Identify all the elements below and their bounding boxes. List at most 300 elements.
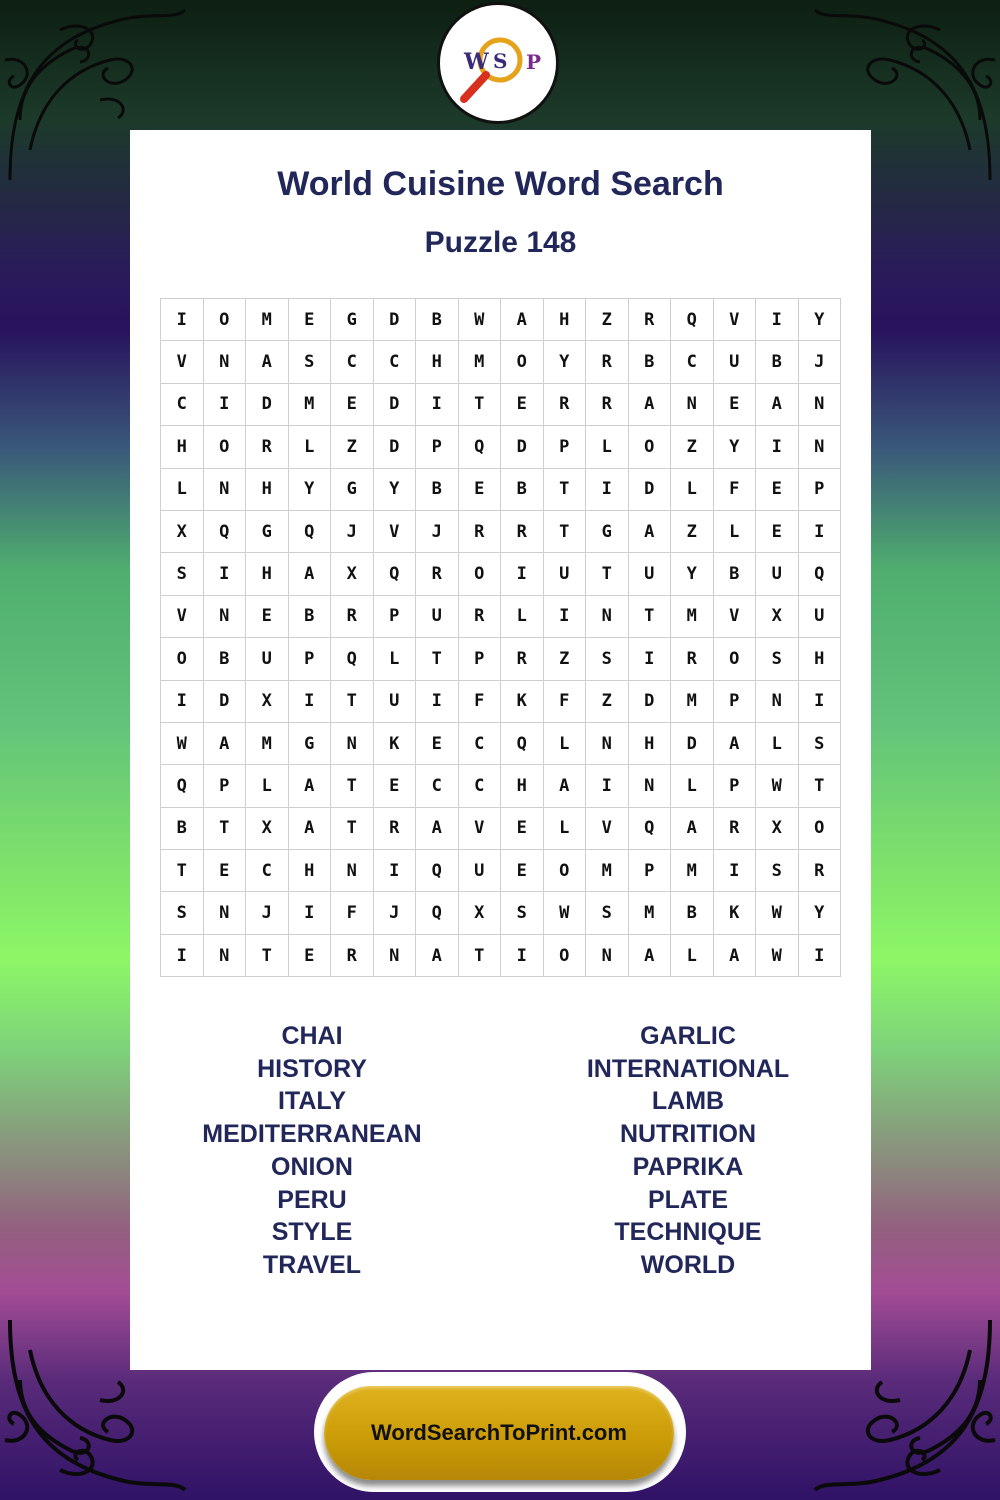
grid-cell[interactable]: R: [373, 807, 416, 849]
grid-cell[interactable]: P: [416, 426, 459, 468]
grid-cell[interactable]: X: [756, 595, 799, 637]
grid-cell[interactable]: E: [288, 934, 331, 976]
word-list-item: ITALY: [277, 1087, 347, 1116]
grid-cell[interactable]: V: [713, 299, 756, 341]
grid-cell[interactable]: Y: [671, 553, 714, 595]
grid-cell[interactable]: I: [416, 680, 459, 722]
grid-cell[interactable]: H: [628, 722, 671, 764]
grid-cell[interactable]: L: [756, 722, 799, 764]
grid-cell[interactable]: O: [501, 341, 544, 383]
grid-cell[interactable]: E: [331, 383, 374, 425]
grid-row: [161, 510, 841, 552]
puzzle-sheet: [130, 130, 871, 1370]
grid-row: [161, 850, 841, 892]
grid-cell[interactable]: A: [543, 765, 586, 807]
grid-cell[interactable]: I: [756, 299, 799, 341]
grid-cell[interactable]: K: [713, 892, 756, 934]
grid-cell[interactable]: O: [458, 553, 501, 595]
grid-cell[interactable]: E: [373, 765, 416, 807]
grid-cell[interactable]: N: [203, 595, 246, 637]
grid-cell[interactable]: C: [161, 383, 204, 425]
grid-cell[interactable]: F: [543, 680, 586, 722]
grid-cell[interactable]: I: [288, 892, 331, 934]
grid-cell[interactable]: Q: [798, 553, 841, 595]
grid-cell[interactable]: S: [586, 892, 629, 934]
grid-cell[interactable]: A: [203, 722, 246, 764]
grid-row: [161, 680, 841, 722]
grid-cell[interactable]: P: [628, 850, 671, 892]
grid-cell[interactable]: D: [373, 426, 416, 468]
grid-cell[interactable]: D: [628, 468, 671, 510]
grid-cell[interactable]: M: [246, 722, 289, 764]
grid-cell[interactable]: H: [798, 638, 841, 680]
grid-cell[interactable]: R: [331, 595, 374, 637]
grid-cell[interactable]: V: [161, 341, 204, 383]
grid-cell[interactable]: M: [671, 680, 714, 722]
grid-cell[interactable]: R: [671, 638, 714, 680]
grid-cell[interactable]: O: [203, 299, 246, 341]
grid-cell[interactable]: T: [798, 765, 841, 807]
grid-cell[interactable]: O: [161, 638, 204, 680]
grid-cell[interactable]: L: [671, 765, 714, 807]
grid-cell[interactable]: B: [501, 468, 544, 510]
grid-cell[interactable]: O: [628, 426, 671, 468]
grid-cell[interactable]: E: [501, 383, 544, 425]
grid-cell[interactable]: M: [628, 892, 671, 934]
grid-cell[interactable]: E: [458, 468, 501, 510]
grid-cell[interactable]: A: [288, 765, 331, 807]
grid-cell[interactable]: F: [458, 680, 501, 722]
grid-cell[interactable]: V: [713, 595, 756, 637]
grid-cell[interactable]: R: [798, 850, 841, 892]
grid-cell[interactable]: N: [331, 722, 374, 764]
grid-row: [161, 765, 841, 807]
grid-cell[interactable]: I: [203, 383, 246, 425]
grid-cell[interactable]: E: [416, 722, 459, 764]
grid-cell[interactable]: W: [458, 299, 501, 341]
page-title: World Cuisine Word Search: [277, 165, 724, 203]
grid-cell[interactable]: H: [543, 299, 586, 341]
grid-cell[interactable]: N: [628, 765, 671, 807]
grid-cell[interactable]: T: [458, 934, 501, 976]
word-list-item: HISTORY: [257, 1054, 367, 1083]
grid-cell[interactable]: B: [288, 595, 331, 637]
grid-cell[interactable]: X: [161, 510, 204, 552]
grid-cell[interactable]: M: [671, 850, 714, 892]
word-list-item: TECHNIQUE: [614, 1218, 762, 1247]
grid-row: [161, 892, 841, 934]
site-link-button[interactable]: WordSearchToPrint.com: [324, 1386, 674, 1480]
grid-cell[interactable]: N: [798, 426, 841, 468]
grid-cell[interactable]: N: [798, 383, 841, 425]
grid-cell[interactable]: I: [586, 765, 629, 807]
grid-row: [161, 638, 841, 680]
grid-cell[interactable]: Q: [331, 638, 374, 680]
word-list-item: GARLIC: [640, 1022, 736, 1050]
grid-row: [161, 595, 841, 637]
grid-cell[interactable]: E: [501, 850, 544, 892]
word-list-item: STYLE: [271, 1218, 353, 1247]
grid-cell[interactable]: A: [628, 383, 671, 425]
grid-cell[interactable]: D: [373, 299, 416, 341]
grid-cell[interactable]: S: [756, 638, 799, 680]
grid-cell[interactable]: T: [331, 807, 374, 849]
grid-cell[interactable]: T: [543, 468, 586, 510]
grid-cell[interactable]: J: [373, 892, 416, 934]
grid-cell[interactable]: Z: [586, 299, 629, 341]
grid-cell[interactable]: Z: [671, 510, 714, 552]
grid-cell[interactable]: Q: [373, 553, 416, 595]
grid-cell[interactable]: H: [288, 850, 331, 892]
grid-cell[interactable]: I: [501, 553, 544, 595]
grid-cell[interactable]: L: [246, 765, 289, 807]
grid-cell[interactable]: Y: [288, 468, 331, 510]
grid-cell[interactable]: I: [161, 680, 204, 722]
grid-row: [161, 722, 841, 764]
grid-cell[interactable]: D: [203, 680, 246, 722]
grid-cell[interactable]: A: [628, 934, 671, 976]
grid-cell[interactable]: H: [246, 468, 289, 510]
grid-cell[interactable]: P: [203, 765, 246, 807]
grid-cell[interactable]: T: [331, 765, 374, 807]
grid-cell[interactable]: J: [246, 892, 289, 934]
grid-cell[interactable]: C: [671, 341, 714, 383]
grid-cell[interactable]: P: [288, 638, 331, 680]
grid-cell[interactable]: E: [246, 595, 289, 637]
grid-cell[interactable]: N: [203, 341, 246, 383]
grid-cell[interactable]: V: [586, 807, 629, 849]
logo-letter-s: S: [493, 49, 508, 73]
grid-cell[interactable]: V: [373, 510, 416, 552]
footer-badge: [314, 1372, 686, 1492]
word-list-item: PAPRIKA: [632, 1152, 744, 1181]
grid-cell[interactable]: G: [586, 510, 629, 552]
grid-cell[interactable]: W: [161, 722, 204, 764]
word-list-item: NUTRITION: [619, 1120, 757, 1149]
grid-cell[interactable]: C: [458, 765, 501, 807]
grid-cell[interactable]: L: [671, 468, 714, 510]
grid-cell[interactable]: T: [628, 595, 671, 637]
word-list-item: TRAVEL: [262, 1250, 362, 1279]
grid-cell[interactable]: S: [288, 341, 331, 383]
grid-cell[interactable]: X: [331, 553, 374, 595]
grid-cell[interactable]: M: [288, 383, 331, 425]
grid-cell[interactable]: A: [671, 807, 714, 849]
word-list-left: [130, 1020, 494, 1282]
grid-cell[interactable]: M: [458, 341, 501, 383]
grid-cell[interactable]: E: [203, 850, 246, 892]
grid-cell[interactable]: A: [416, 934, 459, 976]
grid-cell[interactable]: A: [628, 510, 671, 552]
grid-cell[interactable]: W: [756, 765, 799, 807]
grid-cell[interactable]: O: [713, 638, 756, 680]
grid-cell[interactable]: A: [288, 807, 331, 849]
grid-cell[interactable]: U: [798, 595, 841, 637]
grid-cell[interactable]: P: [458, 638, 501, 680]
grid-cell[interactable]: C: [331, 341, 374, 383]
grid-cell[interactable]: F: [713, 468, 756, 510]
logo-letter-w: W: [464, 49, 489, 75]
grid-cell[interactable]: W: [756, 934, 799, 976]
grid-cell[interactable]: B: [416, 468, 459, 510]
grid-cell[interactable]: B: [416, 299, 459, 341]
grid-cell[interactable]: S: [501, 892, 544, 934]
site-logo[interactable]: [437, 2, 559, 124]
grid-cell[interactable]: R: [458, 595, 501, 637]
grid-cell[interactable]: F: [331, 892, 374, 934]
grid-cell[interactable]: E: [501, 807, 544, 849]
grid-cell[interactable]: I: [628, 638, 671, 680]
grid-cell[interactable]: H: [161, 426, 204, 468]
grid-cell[interactable]: V: [458, 807, 501, 849]
grid-cell[interactable]: Q: [161, 765, 204, 807]
grid-cell[interactable]: R: [586, 383, 629, 425]
grid-cell[interactable]: N: [331, 850, 374, 892]
grid-cell[interactable]: P: [543, 426, 586, 468]
grid-cell[interactable]: K: [373, 722, 416, 764]
word-list-item: MEDITERRANEAN: [202, 1120, 422, 1149]
grid-cell[interactable]: Y: [373, 468, 416, 510]
grid-cell[interactable]: Q: [671, 299, 714, 341]
word-list-item: LAMB: [651, 1087, 725, 1116]
word-list-item: WORLD: [640, 1250, 736, 1279]
grid-cell[interactable]: C: [458, 722, 501, 764]
grid-cell[interactable]: W: [543, 892, 586, 934]
grid-cell[interactable]: Q: [628, 807, 671, 849]
grid-cell[interactable]: U: [543, 553, 586, 595]
grid-cell[interactable]: S: [161, 892, 204, 934]
grid-cell[interactable]: A: [416, 807, 459, 849]
grid-cell[interactable]: A: [756, 383, 799, 425]
logo-letter-p: P: [526, 50, 542, 74]
grid-cell[interactable]: W: [756, 892, 799, 934]
grid-cell[interactable]: D: [671, 722, 714, 764]
grid-cell[interactable]: I: [798, 510, 841, 552]
grid-cell[interactable]: L: [586, 426, 629, 468]
word-list-item: CHAI: [281, 1022, 343, 1050]
grid-cell[interactable]: A: [246, 341, 289, 383]
grid-cell[interactable]: K: [501, 680, 544, 722]
grid-cell[interactable]: Y: [543, 341, 586, 383]
word-list-item: INTERNATIONAL: [586, 1054, 790, 1083]
grid-cell[interactable]: D: [501, 426, 544, 468]
grid-cell[interactable]: U: [416, 595, 459, 637]
grid-cell[interactable]: T: [246, 934, 289, 976]
grid-cell[interactable]: U: [246, 638, 289, 680]
grid-cell[interactable]: H: [246, 553, 289, 595]
grid-cell[interactable]: N: [586, 595, 629, 637]
grid-cell[interactable]: E: [756, 468, 799, 510]
grid-cell[interactable]: X: [246, 680, 289, 722]
grid-cell[interactable]: N: [203, 934, 246, 976]
grid-cell[interactable]: U: [713, 341, 756, 383]
grid-cell[interactable]: J: [331, 510, 374, 552]
grid-cell[interactable]: R: [246, 426, 289, 468]
grid-cell[interactable]: T: [203, 807, 246, 849]
grid-row: [161, 426, 841, 468]
grid-cell[interactable]: J: [416, 510, 459, 552]
grid-cell[interactable]: Z: [331, 426, 374, 468]
word-list-item: PERU: [277, 1185, 347, 1214]
grid-cell[interactable]: Z: [586, 680, 629, 722]
grid-cell[interactable]: U: [628, 553, 671, 595]
grid-cell[interactable]: P: [373, 595, 416, 637]
grid-cell[interactable]: U: [458, 850, 501, 892]
grid-cell[interactable]: I: [161, 299, 204, 341]
grid-cell[interactable]: I: [798, 934, 841, 976]
grid-cell[interactable]: A: [713, 934, 756, 976]
grid-cell[interactable]: I: [161, 934, 204, 976]
grid-cell[interactable]: N: [373, 934, 416, 976]
grid-cell[interactable]: S: [798, 722, 841, 764]
grid-cell[interactable]: I: [586, 468, 629, 510]
grid-cell[interactable]: I: [798, 680, 841, 722]
grid-cell[interactable]: L: [288, 426, 331, 468]
grid-cell[interactable]: M: [671, 595, 714, 637]
grid-cell[interactable]: N: [203, 892, 246, 934]
grid-cell[interactable]: P: [713, 680, 756, 722]
grid-cell[interactable]: P: [713, 765, 756, 807]
grid-cell[interactable]: O: [543, 934, 586, 976]
grid-cell[interactable]: Z: [671, 426, 714, 468]
grid-cell[interactable]: Y: [713, 426, 756, 468]
grid-cell[interactable]: T: [458, 383, 501, 425]
grid-cell[interactable]: S: [586, 638, 629, 680]
grid-cell[interactable]: P: [798, 468, 841, 510]
grid-cell[interactable]: M: [246, 299, 289, 341]
grid-cell[interactable]: R: [458, 510, 501, 552]
grid-cell[interactable]: A: [288, 553, 331, 595]
magnifier-icon: [440, 5, 556, 121]
grid-cell[interactable]: B: [628, 341, 671, 383]
grid-cell[interactable]: Y: [798, 299, 841, 341]
grid-cell[interactable]: I: [713, 850, 756, 892]
grid-cell[interactable]: L: [671, 934, 714, 976]
grid-cell[interactable]: D: [628, 680, 671, 722]
grid-cell[interactable]: Q: [416, 850, 459, 892]
grid-row: [161, 468, 841, 510]
grid-cell[interactable]: X: [756, 807, 799, 849]
grid-cell[interactable]: L: [501, 595, 544, 637]
grid-cell[interactable]: H: [501, 765, 544, 807]
grid-cell[interactable]: U: [373, 680, 416, 722]
grid-cell[interactable]: T: [161, 850, 204, 892]
grid-cell[interactable]: N: [756, 680, 799, 722]
grid-cell[interactable]: L: [713, 510, 756, 552]
grid-cell[interactable]: Q: [501, 722, 544, 764]
grid-cell[interactable]: I: [501, 934, 544, 976]
grid-cell[interactable]: Q: [458, 426, 501, 468]
grid-cell[interactable]: T: [416, 638, 459, 680]
grid-cell[interactable]: C: [373, 341, 416, 383]
grid-cell[interactable]: G: [246, 510, 289, 552]
grid-cell[interactable]: B: [203, 638, 246, 680]
grid-cell[interactable]: C: [416, 765, 459, 807]
grid-cell[interactable]: L: [543, 807, 586, 849]
grid-cell[interactable]: B: [713, 553, 756, 595]
grid-cell[interactable]: X: [458, 892, 501, 934]
grid-cell[interactable]: L: [543, 722, 586, 764]
grid-cell[interactable]: R: [543, 383, 586, 425]
grid-cell[interactable]: B: [161, 807, 204, 849]
grid-cell[interactable]: I: [203, 553, 246, 595]
grid-row: [161, 807, 841, 849]
grid-row: [161, 341, 841, 383]
grid-cell[interactable]: B: [671, 892, 714, 934]
grid-cell[interactable]: J: [798, 341, 841, 383]
word-list-right: [506, 1020, 870, 1282]
grid-cell[interactable]: L: [161, 468, 204, 510]
grid-cell[interactable]: Z: [543, 638, 586, 680]
grid-cell[interactable]: E: [713, 383, 756, 425]
grid-cell[interactable]: I: [756, 426, 799, 468]
grid-cell[interactable]: D: [373, 383, 416, 425]
grid-cell[interactable]: O: [798, 807, 841, 849]
grid-cell[interactable]: N: [671, 383, 714, 425]
grid-cell[interactable]: E: [756, 510, 799, 552]
grid-cell[interactable]: I: [543, 595, 586, 637]
grid-cell[interactable]: S: [161, 553, 204, 595]
grid-cell[interactable]: I: [373, 850, 416, 892]
grid-cell[interactable]: Y: [798, 892, 841, 934]
puzzle-number: Puzzle 148: [424, 226, 577, 259]
grid-cell[interactable]: M: [586, 850, 629, 892]
grid-cell[interactable]: G: [331, 468, 374, 510]
grid-cell[interactable]: R: [713, 807, 756, 849]
grid-cell[interactable]: H: [416, 341, 459, 383]
grid-cell[interactable]: E: [288, 299, 331, 341]
grid-cell[interactable]: T: [331, 680, 374, 722]
grid-cell[interactable]: N: [203, 468, 246, 510]
grid-cell[interactable]: A: [713, 722, 756, 764]
letter-grid[interactable]: [160, 298, 841, 977]
grid-row: [161, 553, 841, 595]
grid-cell[interactable]: S: [756, 850, 799, 892]
grid-cell[interactable]: V: [161, 595, 204, 637]
word-list-item: PLATE: [647, 1185, 729, 1214]
grid-cell[interactable]: R: [628, 299, 671, 341]
grid-cell[interactable]: Q: [416, 892, 459, 934]
grid-cell[interactable]: R: [586, 341, 629, 383]
grid-cell[interactable]: L: [373, 638, 416, 680]
grid-cell[interactable]: T: [586, 553, 629, 595]
grid-cell[interactable]: R: [331, 934, 374, 976]
grid-cell[interactable]: R: [416, 553, 459, 595]
grid-cell[interactable]: Q: [203, 510, 246, 552]
grid-row: [161, 299, 841, 341]
word-list-item: ONION: [271, 1152, 353, 1181]
grid-cell[interactable]: G: [288, 722, 331, 764]
grid-cell[interactable]: N: [586, 722, 629, 764]
grid-cell[interactable]: R: [501, 510, 544, 552]
grid-cell[interactable]: A: [501, 299, 544, 341]
grid-cell[interactable]: X: [246, 807, 289, 849]
grid-cell[interactable]: R: [501, 638, 544, 680]
grid-cell[interactable]: B: [756, 341, 799, 383]
grid-cell[interactable]: O: [203, 426, 246, 468]
grid-cell[interactable]: U: [756, 553, 799, 595]
grid-cell[interactable]: O: [543, 850, 586, 892]
grid-cell[interactable]: I: [416, 383, 459, 425]
grid-cell[interactable]: C: [246, 850, 289, 892]
grid-cell[interactable]: G: [331, 299, 374, 341]
grid-cell[interactable]: N: [586, 934, 629, 976]
grid-cell[interactable]: D: [246, 383, 289, 425]
grid-cell[interactable]: Q: [288, 510, 331, 552]
grid-row: [161, 934, 841, 976]
grid-cell[interactable]: T: [543, 510, 586, 552]
grid-cell[interactable]: I: [288, 680, 331, 722]
